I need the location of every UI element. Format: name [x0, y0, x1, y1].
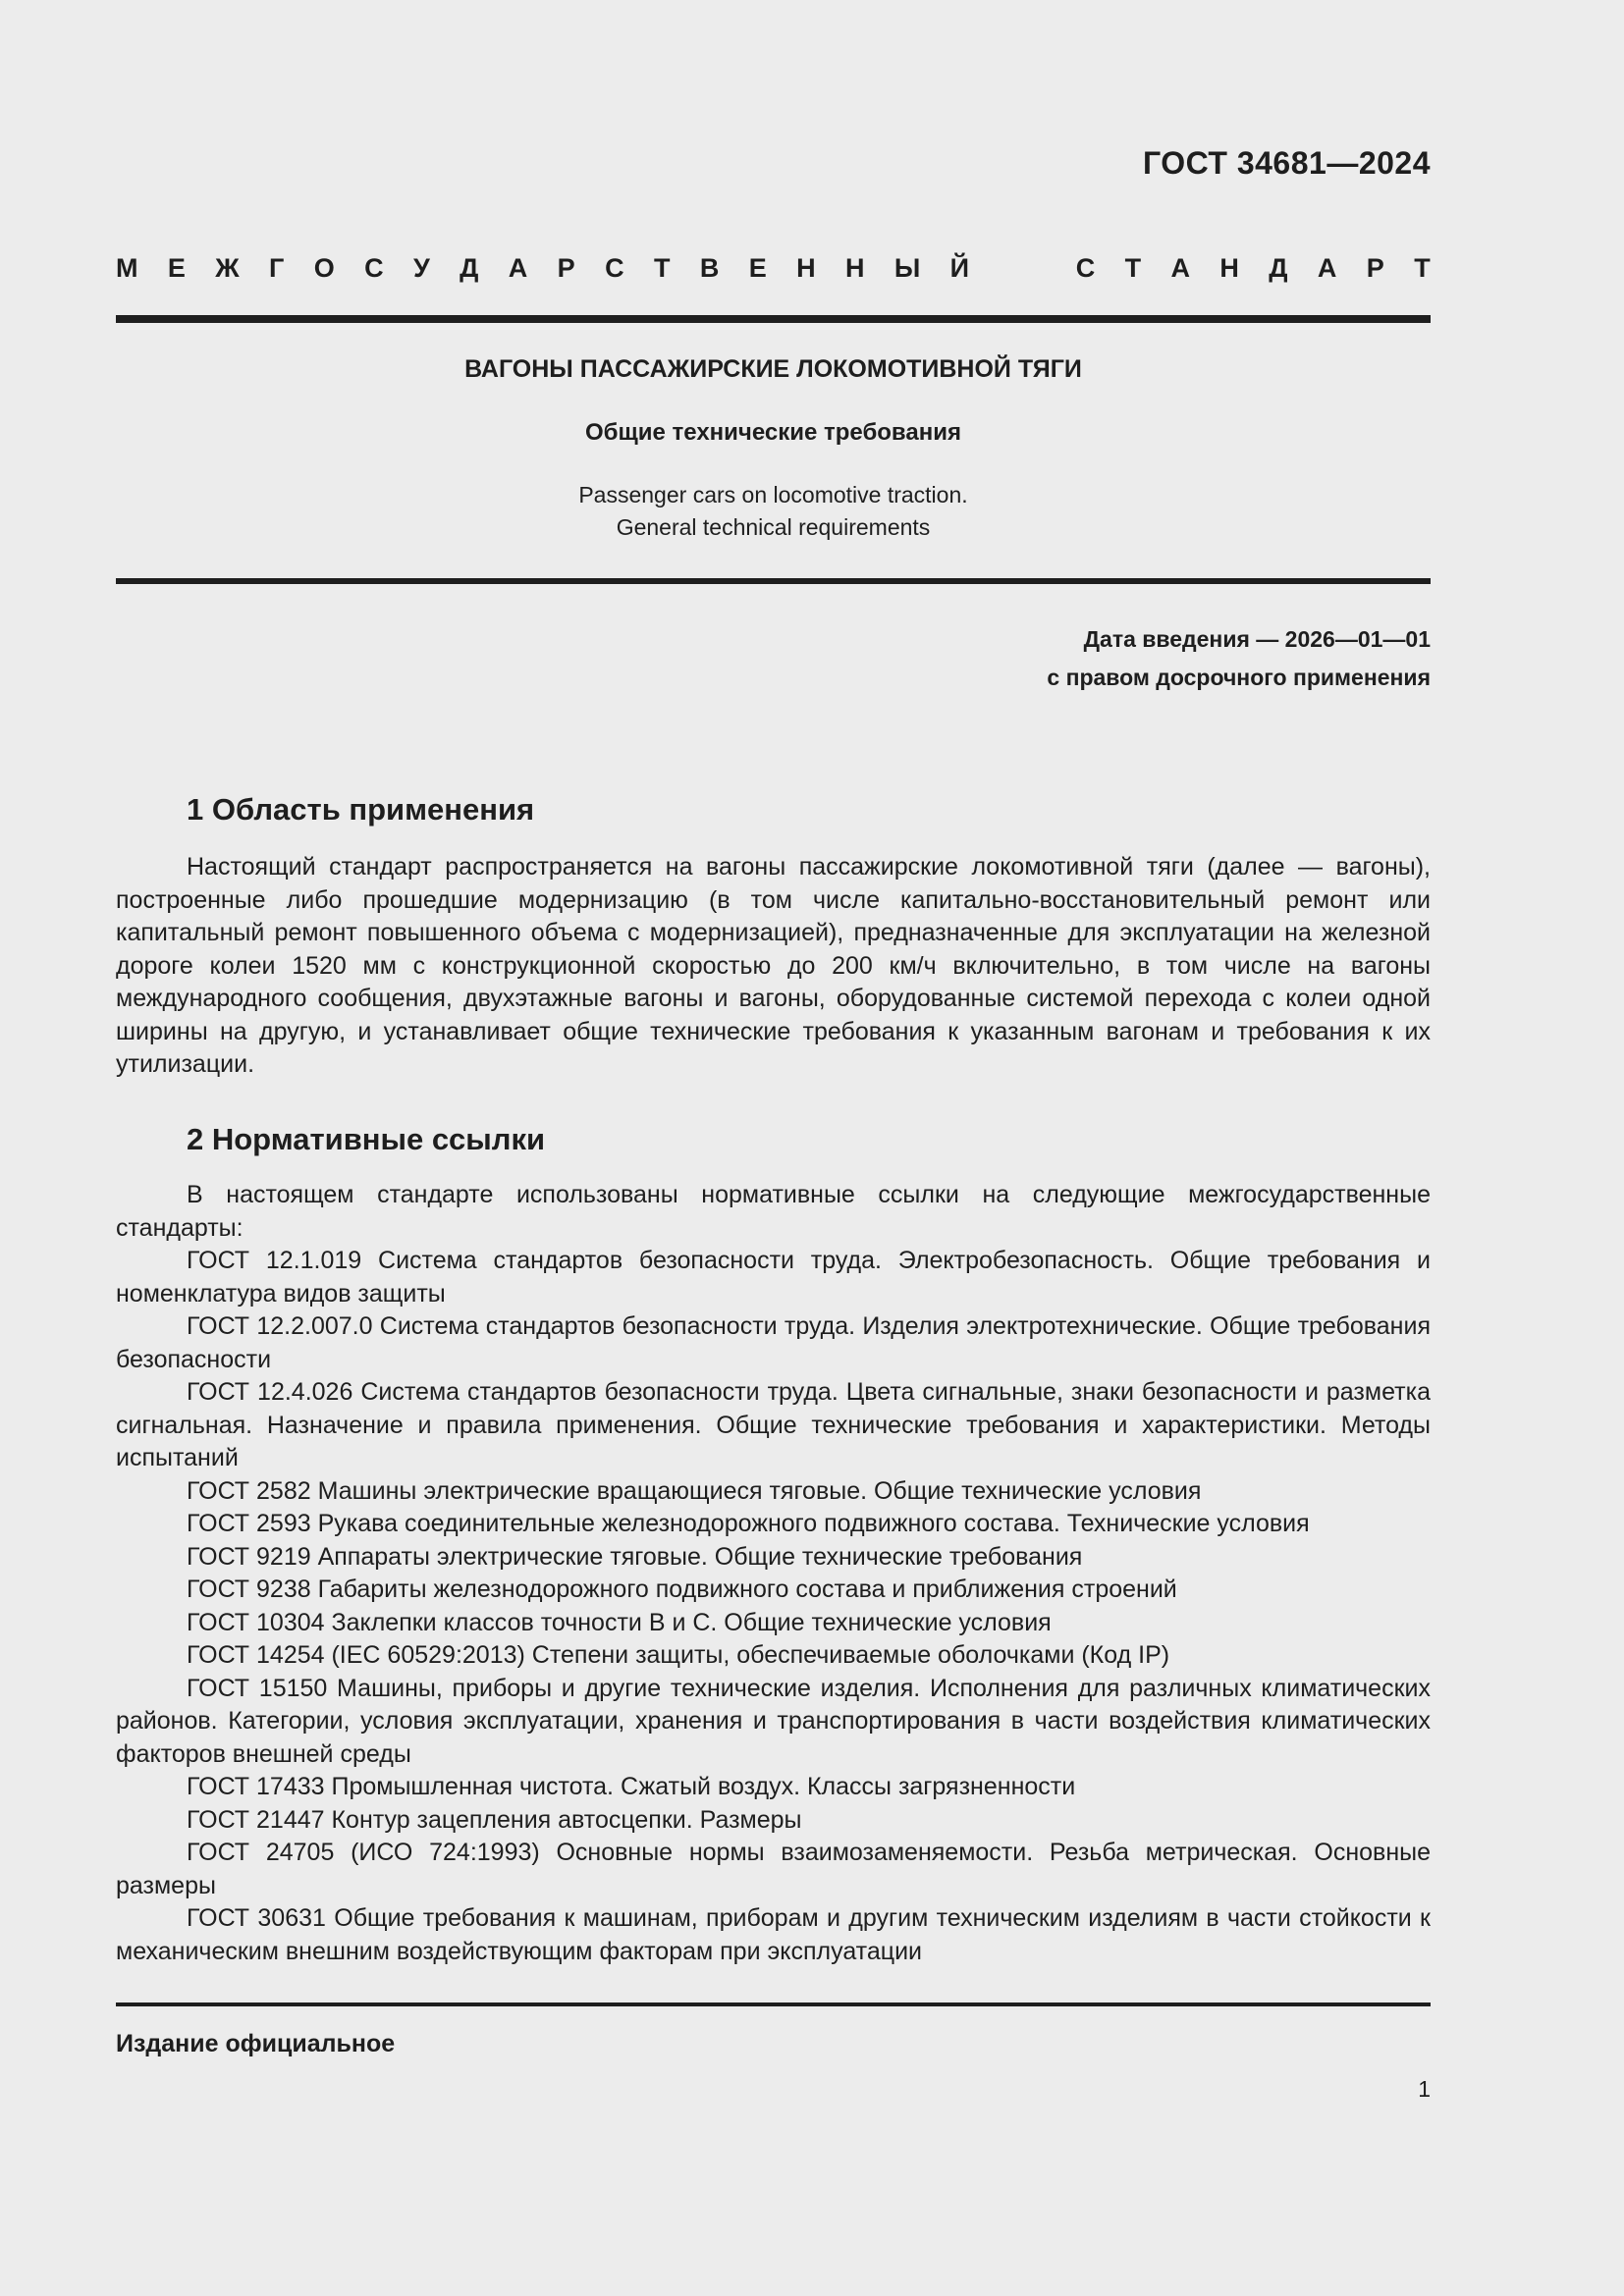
heading-letter: Р [1366, 253, 1384, 283]
reference-item: ГОСТ 14254 (IEC 60529:2013) Степени защиты, обеспечиваемые оболочками (Код IP) [187, 1641, 1170, 1669]
reference-item: ГОСТ 10304 Заклепки классов точности В и С. Общие технические условия [187, 1608, 1052, 1636]
reference-item: ГОСТ 12.1.019 Система стандартов безопасности труда. Электробезопасность. Общие требования и номенклатура видов защиты [116, 1247, 1431, 1308]
heading-letter: У [413, 253, 430, 283]
heading-letter: Т [653, 253, 671, 283]
heading-letter: С [1075, 253, 1096, 283]
english-title-line: Passenger cars on locomotive traction. [578, 482, 968, 507]
heading-letter: Е [748, 253, 767, 283]
heading-letter: А [1317, 253, 1337, 283]
heading-letter: Д [460, 253, 479, 283]
interstate-standard-heading [116, 253, 1431, 284]
heading-letter: Ж [215, 253, 240, 283]
top-divider [116, 315, 1431, 323]
heading-letter: Р [557, 253, 575, 283]
heading-letter: О [313, 253, 335, 283]
document-title: ВАГОНЫ ПАССАЖИРСКИЕ ЛОКОМОТИВНОЙ ТЯГИ [464, 355, 1082, 383]
paragraph: Настоящий стандарт распространяется на вагоны пассажирские локомотивной тяги (далее — вагоны), построенные либо прошедшие модернизацию (в том числе капитально-восстановительный ремонт или капитальный ремонт повышенного объема с модернизацией), предназначенные для эксплуатации на железной дороге колеи 1520 мм с конструкционной скоростью до 200 км/ч включительно, в том числе на вагоны международного сообщения, двухэтажные вагоны и вагоны, оборудованные системой перехода с колеи одной ширины на другую, и устанавливает общие технические требования к указанным вагонам и требования к их утилизации. [116, 853, 1431, 1078]
heading-letter: Г [269, 253, 285, 283]
reference-item: ГОСТ 9238 Габариты железнодорожного подвижного состава и приближения строений [187, 1575, 1177, 1603]
official-edition-label: Издание официальное [116, 2030, 396, 2057]
heading-letter: Д [1269, 253, 1288, 283]
document-number: ГОСТ 34681—2024 [1142, 145, 1431, 181]
document-page [116, 0, 1431, 2296]
title-divider [116, 578, 1431, 584]
heading-letter: С [364, 253, 384, 283]
reference-item: ГОСТ 30631 Общие требования к машинам, приборам и другим техническим изделиям в части стойкости к механическим внешним воздействующим факторам при эксплуатации [116, 1904, 1431, 1965]
word-gap [999, 253, 1046, 284]
heading-letter: Н [844, 253, 865, 283]
document-subtitle: Общие технические требования [585, 419, 961, 446]
reference-item: ГОСТ 21447 Контур зацепления автосцепки. Размеры [187, 1805, 802, 1834]
reference-item: ГОСТ 24705 (ИСО 724:1993) Основные нормы взаимозаменяемости. Резьба метрическая. Основные размеры [116, 1839, 1431, 1899]
reference-item: ГОСТ 2582 Машины электрические вращающиеся тяговые. Общие технические условия [187, 1476, 1202, 1505]
reference-item: ГОСТ 9219 Аппараты электрические тяговые. Общие технические требования [187, 1542, 1083, 1571]
english-title [116, 479, 1431, 544]
reference-item: ГОСТ 17433 Промышленная чистота. Сжатый воздух. Классы загрязненности [187, 1773, 1076, 1800]
reference-item: ГОСТ 12.4.026 Система стандартов безопасности труда. Цвета сигнальные, знаки безопасности и разметка сигнальная. Назначение и правила применения. Общие технические требования и характеристики. Методы испытаний [116, 1378, 1431, 1471]
early-application-note: с правом досрочного применения [1047, 665, 1431, 690]
heading-letter: Й [949, 253, 970, 283]
english-title-line: General technical requirements [616, 514, 931, 540]
heading-letter: Т [1124, 253, 1142, 283]
section-heading-references: 2 Нормативные ссылки [187, 1122, 546, 1156]
footer-divider [116, 2002, 1431, 2006]
heading-letter: Т [1414, 253, 1431, 283]
page-number: 1 [1418, 2076, 1431, 2102]
section-body-scope [116, 851, 1431, 1082]
reference-item: ГОСТ 15150 Машины, приборы и другие технические изделия. Исполнения для различных климатических районов. Категории, условия эксплуатации, хранения и транспортирования в части воздействия климатических факторов внешней среды [116, 1674, 1431, 1768]
heading-letter: В [699, 253, 720, 283]
section-body-references [116, 1179, 1431, 1968]
paragraph: В настоящем стандарте использованы нормативные ссылки на следующие межгосударственные стандарты: [116, 1181, 1431, 1242]
heading-letter: Е [167, 253, 186, 283]
heading-letter: А [508, 253, 528, 283]
introduction-date: Дата введения — 2026—01—01 [1083, 626, 1431, 652]
heading-letter: Ы [893, 253, 921, 283]
introduction-date-block [1047, 620, 1431, 697]
heading-letter: Н [796, 253, 816, 283]
heading-letter: Н [1219, 253, 1239, 283]
heading-letter: М [116, 253, 138, 283]
heading-letter: А [1170, 253, 1191, 283]
reference-item: ГОСТ 12.2.007.0 Система стандартов безопасности труда. Изделия электротехнические. Общие требования безопасности [116, 1312, 1431, 1373]
section-heading-scope: 1 Область применения [187, 792, 535, 827]
heading-letter: С [605, 253, 624, 283]
reference-item: ГОСТ 2593 Рукава соединительные железнодорожного подвижного состава. Технические условия [187, 1510, 1310, 1537]
